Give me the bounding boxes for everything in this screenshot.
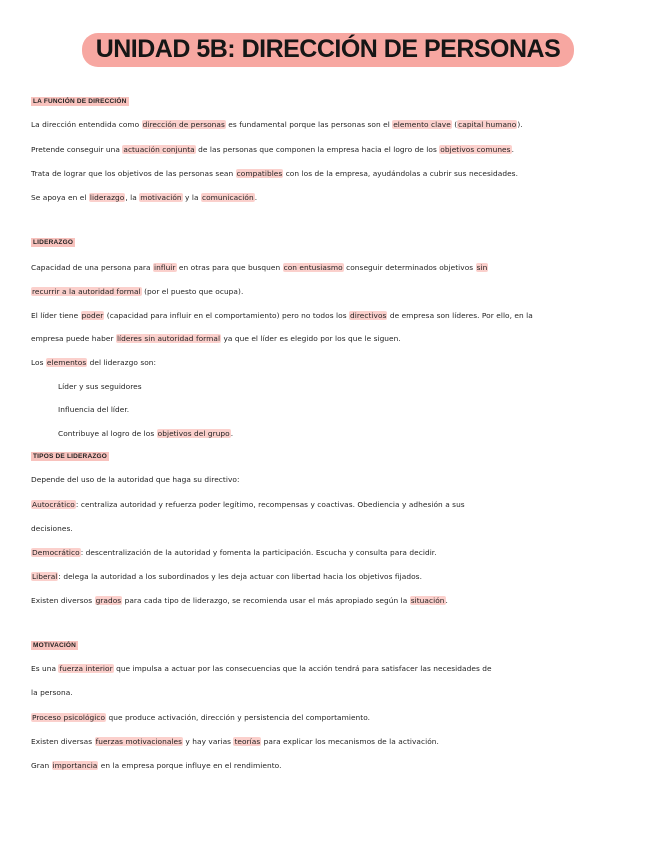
liderazgo-line-3: El líder tiene poder (capacidad para influir en el comportamiento) pero no todos los directivos de empresa son líderes. Por ello, en la bbox=[31, 311, 533, 320]
motivacion-line-4: Existen diversas fuerzas motivacionales y hay varias teorías para explicar los mecanismos de la activación. bbox=[31, 737, 439, 746]
tipos-line-5: Liberal: delega la autoridad a los subordinados y les deja actuar con libertad hacia los objetivos fijados. bbox=[32, 572, 422, 581]
liderazgo-element-1: Líder y sus seguidores bbox=[58, 382, 142, 391]
motivacion-line-5: Gran importancia en la empresa porque influye en el rendimiento. bbox=[31, 761, 282, 770]
section-heading-liderazgo: LIDERAZGO bbox=[33, 239, 74, 246]
funcion-line-3: Trata de lograr que los objetivos de las personas sean compatibles con los de la empresa, ayudándolas a cubrir sus necesidades. bbox=[31, 169, 518, 178]
section-heading-motivacion: MOTIVACIÓN bbox=[33, 642, 77, 649]
tipos-line-6: Existen diversos grados para cada tipo de liderazgo, se recomienda usar el más apropiado según la situación. bbox=[31, 596, 448, 605]
tipos-line-3: decisiones. bbox=[31, 524, 73, 533]
liderazgo-line-2: recurrir a la autoridad formal (por el puesto que ocupa). bbox=[32, 287, 244, 296]
section-heading-tipos: TIPOS DE LIDERAZGO bbox=[33, 453, 108, 460]
tipos-line-4: Democrático: descentralización de la autoridad y fomenta la participación. Escucha y consulta para decidir. bbox=[32, 548, 437, 557]
funcion-line-1: La dirección entendida como dirección de personas es fundamental porque las personas son el elemento clave (capital humano). bbox=[31, 120, 523, 129]
liderazgo-line-5: Los elementos del liderazgo son: bbox=[31, 358, 157, 367]
tipos-line-1: Depende del uso de la autoridad que haga su directivo: bbox=[31, 475, 240, 484]
liderazgo-element-3: Contribuye al logro de los objetivos del grupo. bbox=[58, 429, 234, 438]
title-container bbox=[0, 33, 656, 67]
page-title: UNIDAD 5B: DIRECCIÓN DE PERSONAS bbox=[82, 33, 575, 67]
liderazgo-line-4: empresa puede haber líderes sin autoridad formal ya que el líder es elegido por los que le siguen. bbox=[31, 334, 401, 343]
liderazgo-line-1: Capacidad de una persona para influir en otras para que busquen con entusiasmo conseguir determinados objetivos sin bbox=[31, 263, 488, 272]
funcion-line-2: Pretende conseguir una actuación conjunta de las personas que componen la empresa hacia el logro de los objetivos comunes. bbox=[31, 145, 514, 154]
funcion-line-4: Se apoya en el liderazgo, la motivación y la comunicación. bbox=[31, 193, 258, 202]
motivacion-line-2: la persona. bbox=[31, 688, 73, 697]
motivacion-line-1: Es una fuerza interior que impulsa a actuar por las consecuencias que la acción tendrá para satisfacer las necesidades de bbox=[31, 664, 492, 673]
liderazgo-element-2: Influencia del líder. bbox=[58, 405, 130, 414]
tipos-line-2: Autocrático: centraliza autoridad y refuerza poder legítimo, recompensas y coactivas. Obediencia y adhesión a sus bbox=[32, 500, 465, 509]
motivacion-line-3: Proceso psicológico que produce activación, dirección y persistencia del comportamiento. bbox=[32, 713, 371, 722]
section-heading-funcion: LA FUNCIÓN DE DIRECCIÓN bbox=[33, 98, 127, 105]
